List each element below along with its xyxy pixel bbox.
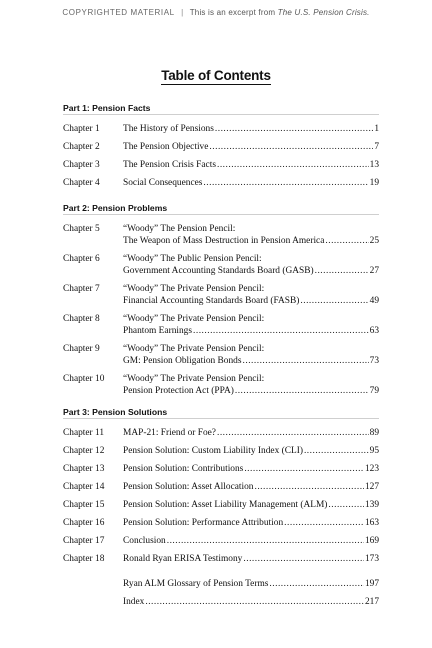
dot-leader: [300, 295, 368, 307]
entry-spacer: [63, 596, 123, 614]
chapter-title-line: “Woody” The Public Pension Pencil:: [123, 254, 262, 264]
entry-body: [123, 427, 379, 445]
page-number: 217: [364, 597, 379, 607]
page-number: 123: [364, 464, 379, 474]
chapter-title-text: MAP-21: Friend or Foe?: [123, 428, 216, 438]
dot-leader: [243, 355, 369, 367]
toc-entry[interactable]: [63, 553, 379, 571]
header-separator: |: [181, 8, 184, 17]
part-section: [63, 102, 379, 195]
entry-body: [123, 553, 379, 571]
page-number: 27: [369, 266, 379, 276]
part-section: [63, 202, 379, 403]
page-number: 139: [364, 500, 379, 510]
dot-leader: [217, 159, 369, 171]
chapter-title-text: The History of Pensions: [123, 124, 214, 134]
entry-body: [123, 141, 379, 159]
dot-leader: [167, 535, 364, 547]
dot-leader: [243, 553, 364, 565]
chapter-title-lastline: [123, 499, 379, 511]
chapter-title-text: Social Consequences: [123, 178, 203, 188]
table-of-contents: [63, 102, 379, 614]
entry-body: [123, 445, 379, 463]
dot-leader: [315, 265, 369, 277]
entry-body: [123, 177, 379, 195]
book-title: The U.S. Pension Crisis.: [277, 8, 370, 17]
page-number: 63: [369, 326, 379, 336]
toc-entry[interactable]: [63, 141, 379, 159]
entry-body: [123, 159, 379, 177]
dot-leader: [203, 177, 368, 189]
chapter-number: Chapter 17: [63, 536, 105, 546]
entry-body: [123, 499, 379, 517]
entry-body: [123, 578, 379, 596]
chapter-number: Chapter 18: [63, 554, 105, 564]
chapter-number: Chapter 7: [63, 284, 100, 294]
toc-entry[interactable]: [63, 159, 379, 177]
chapter-title-text: Ryan ALM Glossary of Pension Terms: [123, 579, 269, 589]
page-number: 89: [369, 428, 379, 438]
page-number: 25: [369, 236, 379, 246]
chapter-title-text: Pension Solution: Asset Liability Management (ALM): [123, 500, 328, 510]
dot-leader: [269, 578, 364, 590]
chapter-title-text: GM: Pension Obligation Bonds: [123, 356, 242, 366]
entry-body: [123, 313, 379, 343]
chapter-title-lastline: [123, 325, 379, 337]
chapter-title-text: Index: [123, 597, 145, 607]
chapter-title-lastline: [123, 355, 379, 367]
chapter-title-text: Conclusion: [123, 536, 166, 546]
dot-leader: [284, 517, 364, 529]
part-heading: Part 3: Pension Solutions: [63, 406, 379, 419]
page-number: 127: [364, 482, 379, 492]
dot-leader: [217, 427, 369, 439]
chapter-title-text: Ronald Ryan ERISA Testimony: [123, 554, 243, 564]
chapter-title-lastline: [123, 481, 379, 493]
toc-entry[interactable]: [63, 373, 379, 403]
chapter-number: Chapter 2: [63, 142, 100, 152]
chapter-title-lastline: [123, 177, 379, 189]
chapter-title-text: Financial Accounting Standards Board (FASB): [123, 296, 300, 306]
chapter-number: Chapter 8: [63, 314, 100, 324]
chapter-title-lastline: [123, 235, 379, 247]
chapter-title-text: The Weapon of Mass Destruction in Pension America: [123, 236, 325, 246]
chapter-title-text: Pension Solution: Contributions: [123, 464, 244, 474]
chapter-title-lastline: [123, 385, 379, 397]
dot-leader: [209, 141, 373, 153]
chapter-title-lastline: [123, 553, 379, 565]
chapter-number: Chapter 10: [63, 374, 105, 384]
chapter-number: Chapter 13: [63, 464, 105, 474]
spacer: [63, 195, 379, 202]
dot-leader: [328, 499, 364, 511]
chapter-title-text: Pension Solution: Performance Attribution: [123, 518, 284, 528]
entry-body: [123, 343, 379, 373]
copyright-header: [0, 8, 432, 17]
page-number: 49: [369, 296, 379, 306]
toc-entry[interactable]: [63, 499, 379, 517]
chapter-number: Chapter 9: [63, 344, 100, 354]
chapter-title-lastline: [123, 295, 379, 307]
chapter-title-lastline: [123, 445, 379, 457]
page-number: 1: [374, 124, 379, 134]
part-heading: Part 1: Pension Facts: [63, 102, 379, 115]
chapter-number: Chapter 12: [63, 446, 105, 456]
chapter-number: Chapter 4: [63, 178, 100, 188]
chapter-number: Chapter 3: [63, 160, 100, 170]
chapter-title-lastline: [123, 159, 379, 171]
entry-body: [123, 253, 379, 283]
chapter-title-lastline: [123, 427, 379, 439]
dot-leader: [304, 445, 369, 457]
chapter-title-text: Pension Solution: Custom Liability Index (CLI): [123, 446, 303, 456]
page-number: 95: [369, 446, 379, 456]
toc-entry[interactable]: [63, 343, 379, 373]
toc-entry[interactable]: [63, 177, 379, 195]
chapter-number: Chapter 16: [63, 518, 105, 528]
page-number: 197: [364, 579, 379, 589]
chapter-title-line: “Woody” The Private Pension Pencil:: [123, 314, 265, 324]
page-number: 19: [369, 178, 379, 188]
copyright-label: COPYRIGHTED MATERIAL: [62, 8, 175, 17]
back-matter-entry[interactable]: [63, 596, 379, 614]
chapter-number: Chapter 6: [63, 254, 100, 264]
back-matter-entry[interactable]: [63, 578, 379, 596]
toc-entry[interactable]: [63, 463, 379, 481]
toc-entry[interactable]: [63, 481, 379, 499]
page-number: 13: [369, 160, 379, 170]
toc-entry[interactable]: [63, 123, 379, 141]
page-number: 173: [364, 554, 379, 564]
dot-leader: [244, 463, 364, 475]
entry-body: [123, 123, 379, 141]
toc-entry[interactable]: [63, 427, 379, 445]
dot-leader: [254, 481, 363, 493]
page-number: 163: [364, 518, 379, 528]
entry-body: [123, 596, 379, 614]
entry-body: [123, 517, 379, 535]
page-title: Table of Contents: [161, 68, 271, 83]
chapter-title-line: “Woody” The Pension Pencil:: [123, 224, 236, 234]
chapter-number: Chapter 14: [63, 482, 105, 492]
spacer: [63, 571, 379, 578]
chapter-number: Chapter 11: [63, 428, 105, 438]
chapter-title-lastline: [123, 463, 379, 475]
chapter-number: Chapter 15: [63, 500, 105, 510]
dot-leader: [235, 385, 369, 397]
chapter-title-lastline: [123, 517, 379, 529]
toc-entry[interactable]: [63, 283, 379, 313]
chapter-title-text: The Pension Objective: [123, 142, 209, 152]
chapter-title-line: “Woody” The Private Pension Pencil:: [123, 374, 265, 384]
chapter-title-line: “Woody” The Private Pension Pencil:: [123, 284, 265, 294]
toc-entry[interactable]: [63, 223, 379, 253]
dot-leader: [145, 596, 364, 608]
chapter-title-line: “Woody” The Private Pension Pencil:: [123, 344, 265, 354]
entry-body: [123, 535, 379, 553]
page-number: 7: [374, 142, 379, 152]
chapter-title-text: Government Accounting Standards Board (GASB): [123, 266, 314, 276]
chapter-title-text: Pension Solution: Asset Allocation: [123, 482, 254, 492]
chapter-title-text: Phantom Earnings: [123, 326, 193, 336]
chapter-title-lastline: [123, 535, 379, 547]
toc-entry[interactable]: [63, 535, 379, 553]
part-section: [63, 406, 379, 571]
chapter-title-text: The Pension Crisis Facts: [123, 160, 216, 170]
chapter-number: Chapter 1: [63, 124, 100, 134]
part-heading: Part 2: Pension Problems: [63, 202, 379, 215]
entry-spacer: [63, 578, 123, 596]
chapter-title-lastline: [123, 596, 379, 608]
page-number: 73: [369, 356, 379, 366]
chapter-title-lastline: [123, 578, 379, 590]
toc-entry[interactable]: [63, 253, 379, 283]
dot-leader: [215, 123, 373, 135]
page-number: 169: [364, 536, 379, 546]
chapter-number: Chapter 5: [63, 224, 100, 234]
page-number: 79: [369, 386, 379, 396]
page-title-block: [0, 68, 432, 83]
chapter-title-text: Pension Protection Act (PPA): [123, 386, 234, 396]
dot-leader: [325, 235, 368, 247]
toc-entry[interactable]: [63, 445, 379, 463]
entry-body: [123, 373, 379, 403]
entry-body: [123, 283, 379, 313]
excerpt-prefix: This is an excerpt from: [189, 8, 276, 17]
chapter-title-lastline: [123, 265, 379, 277]
toc-entry[interactable]: [63, 517, 379, 535]
entry-body: [123, 463, 379, 481]
dot-leader: [193, 325, 369, 337]
entry-body: [123, 481, 379, 499]
chapter-title-lastline: [123, 123, 379, 135]
toc-entry[interactable]: [63, 313, 379, 343]
chapter-title-lastline: [123, 141, 379, 153]
entry-body: [123, 223, 379, 253]
